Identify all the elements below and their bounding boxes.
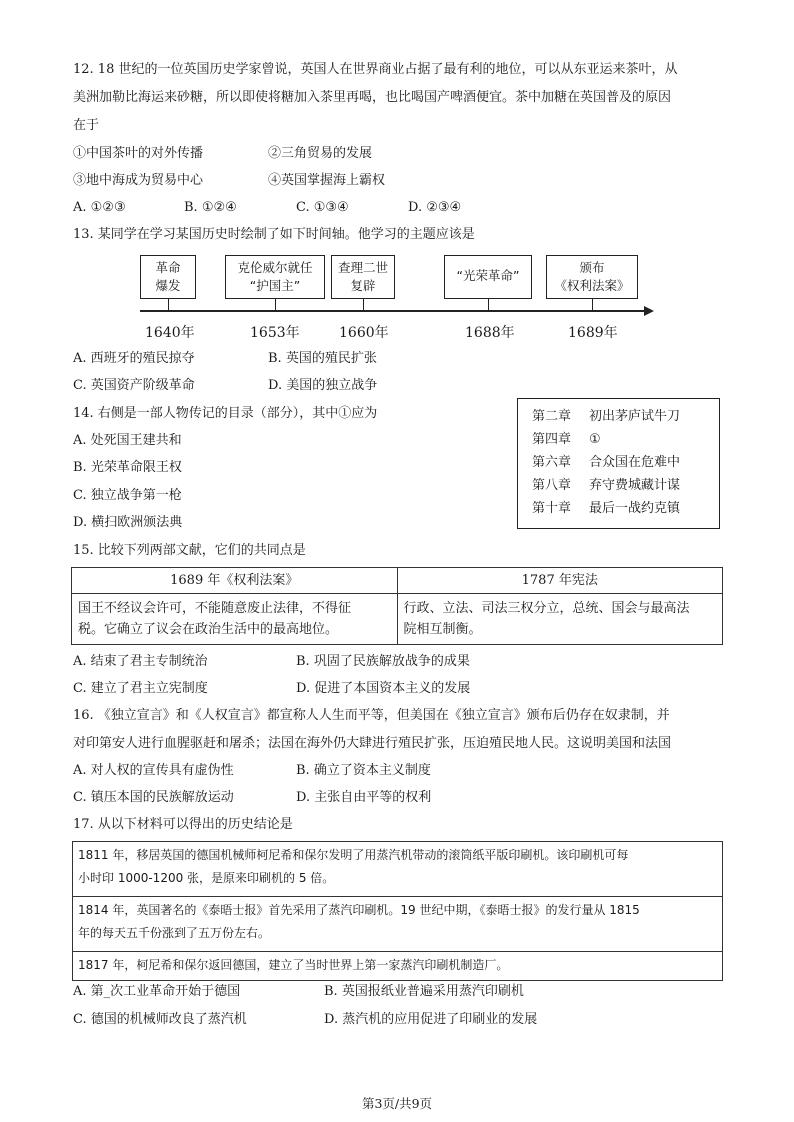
timeline-event-line1: 革命: [155, 260, 181, 275]
toc-row: [532, 477, 680, 495]
q14-option-b: B. 光荣革命限王权: [73, 460, 182, 475]
timeline-connector: [488, 299, 489, 310]
timeline-year: 1660年: [339, 325, 389, 341]
q12-option-a: A. ①②③: [73, 200, 126, 215]
timeline-event-box: [444, 255, 532, 299]
q13-option-d: D. 美国的独立战争: [268, 378, 378, 393]
material-line: 年的每天五千份涨到了五万份左右。: [78, 926, 271, 940]
q12-option-d: D. ②③④: [408, 200, 462, 215]
material-line: 小时印 1000-1200 张，是原来印刷机的 5 倍。: [78, 871, 335, 885]
toc-title: ①: [589, 432, 601, 447]
q14-option-d: D. 横扫欧洲颁法典: [73, 515, 183, 530]
timeline-year: 1689年: [568, 325, 618, 341]
toc-chapter: 第六章: [532, 455, 572, 470]
timeline-axis: [140, 310, 646, 312]
timeline-event-line2: 复辟: [350, 278, 376, 293]
q13-option-c: C. 英国资产阶级革命: [73, 378, 195, 393]
table-cell-line: 行政、立法、司法三权分立，总统、国会与最高法: [403, 601, 690, 616]
q12-item-3: ③地中海成为贸易中心: [73, 173, 204, 188]
timeline-event-line2: 《权利法案》: [554, 278, 630, 293]
material-box-3: [72, 951, 723, 981]
table-cell: [72, 594, 398, 645]
q15-option-c: C. 建立了君主立宪制度: [73, 681, 208, 696]
q15-stem: 15. 比较下列两部文献，它们的共同点是: [73, 543, 306, 558]
material-box-2: [72, 896, 723, 952]
q13-option-a: A. 西班牙的殖民掠夺: [73, 351, 195, 366]
table-row: [72, 594, 723, 645]
q14-option-c: C. 独立战争第一枪: [73, 488, 182, 503]
q13-stem: 13. 某同学在学习某国历史时绘制了如下时间轴。他学习的主题应该是: [73, 227, 475, 242]
toc-title: 最后一战约克镇: [589, 501, 681, 516]
timeline-arrow-icon: [644, 306, 654, 316]
q13-option-b: B. 英国的殖民扩张: [268, 351, 377, 366]
q17-stem: 17. 从以下材料可以得出的历史结论是: [73, 817, 293, 832]
material-line: 1817 年，柯尼希和保尔返回德国，建立了当时世界上第一家蒸汽印刷机制造厂。: [78, 958, 509, 972]
q16-option-a: A. 对人权的宣传具有虚伪性: [73, 763, 234, 778]
timeline-connector: [363, 299, 364, 310]
table-header-row: [72, 568, 723, 594]
table-cell-line: 院相互制衡。: [403, 622, 482, 637]
q14-stem: 14. 右侧是一部人物传记的目录（部分），其中①应为: [73, 406, 378, 421]
toc-chapter: 第十章: [532, 501, 572, 516]
q16-stem-line1: 16. 《独立宣言》和《人权宣言》都宣称人人生而平等，但美国在《独立宣言》颁布后仍存在奴隶制，并: [73, 708, 670, 723]
material-box-1: [72, 841, 723, 897]
q12-option-b: B. ①②④: [184, 200, 237, 215]
toc-chapter: 第八章: [532, 478, 572, 493]
q12-stem-line1: 12. 18 世纪的一位英国历史学家曾说，英国人在世界商业占据了最有利的地位，可以从东亚运来茶叶，从: [73, 62, 678, 77]
timeline-event-line1: “光荣革命”: [456, 268, 520, 283]
timeline-event-line1: 查理二世: [337, 260, 388, 275]
q17-option-a: A. 第_次工业革命开始于德国: [73, 984, 241, 999]
timeline-event-box: [225, 255, 325, 299]
toc-title: 弃守费城藏计谋: [589, 478, 681, 493]
q12-item-2: ②三角贸易的发展: [268, 146, 373, 161]
timeline-connector: [592, 299, 593, 310]
comparison-table: [71, 567, 723, 645]
q12-item-4: ④英国掌握海上霸权: [268, 173, 386, 188]
toc-row: [532, 500, 680, 518]
timeline-event-box: [140, 255, 196, 299]
q16-stem-line2: 对印第安人进行血腥驱赶和屠杀；法国在海外仍大肆进行殖民扩张，压迫殖民地人民。这说明美国和法国: [73, 736, 672, 751]
q15-option-a: A. 结束了君主专制统治: [73, 654, 208, 669]
table-header-cell: 1689 年《权利法案》: [72, 568, 398, 594]
q12-stem-line3: 在于: [73, 118, 100, 133]
toc-chapter: 第二章: [532, 409, 572, 424]
timeline-connector: [168, 299, 169, 310]
timeline-event-line1: 颁布: [579, 260, 605, 275]
timeline-event-line2: “护国主”: [249, 278, 301, 293]
q16-option-b: B. 确立了资本主义制度: [296, 763, 431, 778]
timeline-connector: [275, 299, 276, 310]
material-line: 1811 年，移居英国的德国机械师柯尼希和保尔发明了用蒸汽机带动的滚筒纸平版印刷机。该印刷机可每: [78, 848, 629, 862]
q12-stem-line2: 美洲加勒比海运来砂糖，所以即使将糖加入茶里再喝，也比喝国产啤酒便宜。茶中加糖在英国普及的原因: [73, 90, 672, 105]
q15-option-d: D. 促进了本国资本主义的发展: [296, 681, 471, 696]
toc-row: [532, 408, 680, 426]
q12-option-c: C. ①③④: [296, 200, 349, 215]
toc-title: 初出茅庐试牛刀: [589, 409, 681, 424]
table-cell-line: 国王不经议会许可，不能随意废止法律，不得征: [78, 601, 352, 616]
table-cell-line: 税。它确立了议会在政治生活中的最高地位。: [78, 622, 339, 637]
toc-row: [532, 431, 601, 449]
q16-option-c: C. 镇压本国的民族解放运动: [73, 790, 234, 805]
q16-option-d: D. 主张自由平等的权利: [296, 790, 432, 805]
q17-option-c: C. 德国的机械师改良了蒸汽机: [73, 1012, 247, 1027]
q15-option-b: B. 巩固了民族解放战争的成果: [296, 654, 470, 669]
timeline-year: 1640年: [145, 325, 195, 341]
material-line: 1814 年，英国著名的《泰晤士报》首先采用了蒸汽印刷机。19 世纪中期，《泰晤士报》的发行量从 1815: [78, 903, 640, 917]
toc-title: 合众国在危难中: [589, 455, 681, 470]
q17-option-b: B. 英国报纸业普遍采用蒸汽印刷机: [324, 984, 524, 999]
q17-option-d: D. 蒸汽机的应用促进了印刷业的发展: [324, 1012, 538, 1027]
biography-toc: [517, 398, 720, 529]
timeline-year: 1688年: [465, 325, 515, 341]
q12-item-1: ①中国茶叶的对外传播: [73, 146, 204, 161]
table-cell: [397, 594, 723, 645]
toc-row: [532, 454, 680, 472]
table-header-cell: 1787 年宪法: [397, 568, 723, 594]
page-number: 第3页/共9页: [361, 1096, 433, 1111]
timeline-event-line1: 克伦威尔就任: [237, 260, 313, 275]
timeline-year: 1653年: [250, 325, 300, 341]
timeline-event-line2: 爆发: [155, 278, 181, 293]
timeline-event-box: [546, 255, 638, 299]
timeline-event-box: [331, 255, 395, 299]
q14-option-a: A. 处死国王建共和: [73, 433, 182, 448]
toc-chapter: 第四章: [532, 432, 572, 447]
